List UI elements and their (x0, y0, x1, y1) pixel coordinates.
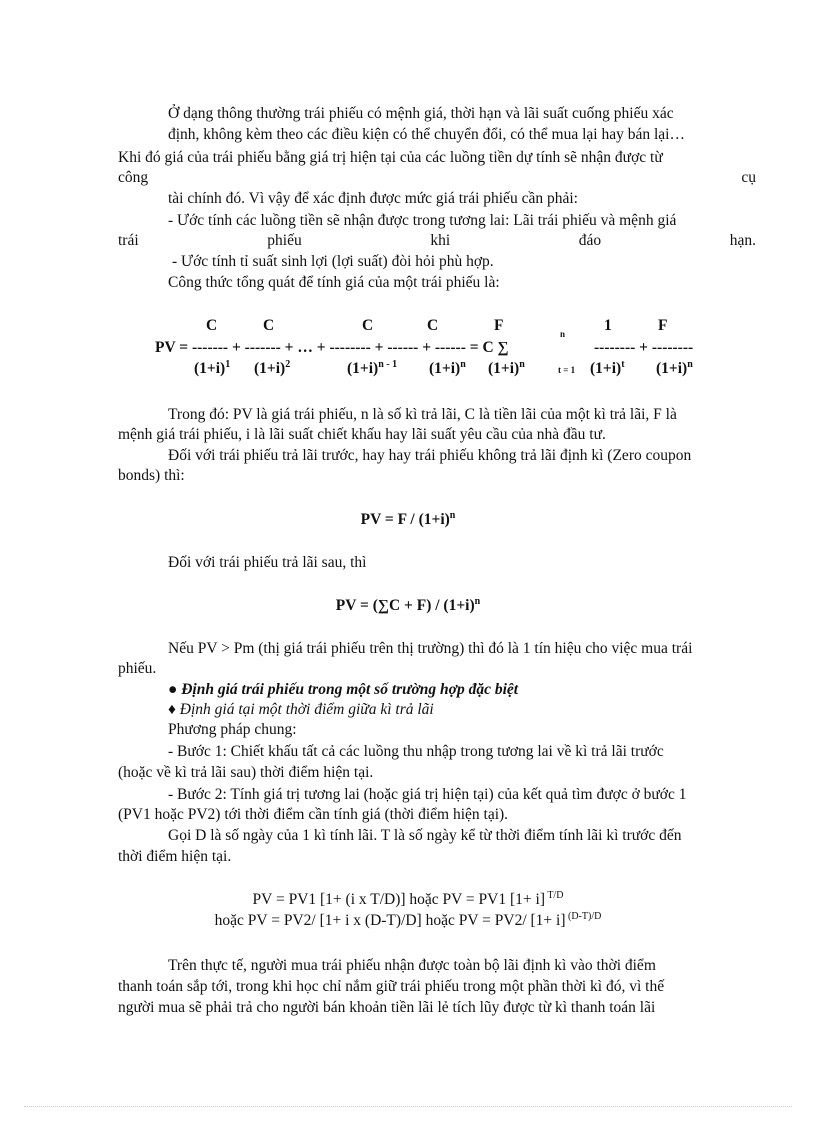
paragraph-line: (PV1 hoặc PV2) tới thời điểm cần tính giá (thời điểm hiện tại). (118, 806, 509, 823)
numerator: 1 (604, 317, 612, 334)
subsection-heading: ♦ Định giá tại một thời điểm giữa kì trả lãi (168, 701, 434, 718)
formula-mid-period-2: hoặc PV = PV2/ [1+ i x (D-T)/D] hoặc PV = PV2/ [1+ i] $^{(D-T)/D}$ (214, 910, 602, 929)
page-bottom-divider (24, 1106, 792, 1107)
paragraph-line: Nếu PV > Pm (thị giá trái phiếu trên thị trường) thì đó là 1 tín hiệu cho việc mua trái (168, 640, 693, 657)
paragraph-line: Đối với trái phiếu trả lãi sau, thì (168, 554, 367, 571)
word: khi (430, 232, 451, 249)
word: hạn. (729, 232, 756, 249)
paragraph-line: (hoặc về kì trả lãi sau) thời điểm hiện tại. (118, 764, 374, 781)
sum-lower-limit: t = 1 (558, 365, 576, 375)
formula-mid-period-1: PV = PV1 [1+ (i x T/D)] hoặc PV = PV1 [1+ i] $^{T/D}$ (252, 889, 564, 908)
denominator: $(1+i)^t$ (590, 358, 625, 377)
word: công (118, 169, 149, 186)
denominator: $(1+i)^n$ (656, 358, 693, 377)
denominator: $(1+i)^n$ (429, 358, 466, 377)
numerator: F (494, 317, 504, 334)
numerator: C (362, 317, 374, 334)
paragraph-line: Phương pháp chung: (168, 721, 297, 738)
paragraph-line: thời điểm hiện tại. (118, 848, 232, 865)
paragraph-line: Khi đó giá của trái phiếu bằng giá trị hiện tại của các luồng tiền dự tính sẽ nhận được từ (118, 149, 663, 166)
paragraph-line: Ở dạng thông thường trái phiếu có mệnh giá, thời hạn và lãi suất cuống phiếu xác (168, 105, 674, 122)
word: phiếu (267, 232, 302, 249)
paragraph-line (118, 231, 756, 251)
word: đáo (578, 232, 602, 249)
formula-line-tail: -------- + -------- (594, 339, 694, 356)
numerator: F (658, 317, 668, 334)
paragraph-line: bonds) thì: (118, 467, 185, 484)
word: trái (118, 232, 139, 249)
paragraph-line: - Bước 2: Tính giá trị tương lai (hoặc giá trị hiện tại) của kết quả tìm được ở bước 1 (168, 786, 687, 803)
paragraph-line: định, không kèm theo các điều kiện có thể chuyển đổi, có thể mua lại hay bán lại… (168, 126, 685, 143)
formula-line: PV = ------- + ------- + … + -------- + ------ + ------ = C ∑ (155, 339, 509, 356)
paragraph-line: Đối với trái phiếu trả lãi trước, hay hay trái phiếu không trả lãi định kì (Zero coupon (168, 447, 692, 464)
numerator: C (263, 317, 275, 334)
paragraph-line (118, 168, 756, 188)
paragraph-line: Trong đó: PV là giá trái phiếu, n là số kì trả lãi, C là tiền lãi của một kì trả lãi, F là (168, 406, 677, 423)
paragraph-line: - Bước 1: Chiết khấu tất cả các luồng thu nhập trong tương lai về kì trả lãi trước (168, 743, 664, 760)
sum-upper-limit: n (560, 329, 566, 339)
denominator: $(1+i)^1$ (194, 358, 231, 377)
paragraph-line: người mua sẽ phải trả cho người bán khoản tiền lãi lẻ tích lũy được từ kì thanh toán lãi (118, 999, 656, 1016)
formula-zero-coupon: PV = $F / (1+i)^n$ (360, 509, 456, 528)
paragraph-line: Gọi D là số ngày của 1 kì tính lãi. T là số ngày kể từ thời điểm tính lãi kì trước đến (168, 827, 682, 844)
paragraph-line: Công thức tổng quát để tính giá của một trái phiếu là: (168, 274, 500, 291)
formula-pay-after: PV = $(\sum C + F) / (1+i)^n$ (335, 595, 481, 614)
denominator: $(1+i)^{n - 1}$ (347, 358, 398, 377)
paragraph-line: thanh toán sắp tới, trong khi học chỉ nắm giữ trái phiếu trong một phần thời kì đó, vì thế (118, 978, 665, 995)
paragraph-line: - Ước tính tỉ suất sinh lợi (lợi suất) đòi hỏi phù hợp. (172, 253, 494, 270)
paragraph-line: Trên thực tế, người mua trái phiếu nhận được toàn bộ lãi định kì vào thời điểm (168, 957, 656, 974)
word: cụ (741, 169, 756, 186)
paragraph-line: tài chính đó. Vì vậy để xác định được mức giá trái phiếu cần phải: (168, 190, 578, 207)
section-heading: ● Định giá trái phiếu trong một số trường hợp đặc biệt (168, 681, 519, 698)
denominator: $(1+i)^2$ (254, 358, 291, 377)
paragraph-line: mệnh giá trái phiếu, i là lãi suất chiết khấu hay lãi suất yêu cầu của nhà đầu tư. (118, 426, 606, 443)
numerator: C (206, 317, 218, 334)
numerator: C (427, 317, 439, 334)
paragraph-line: - Ước tính các luồng tiền sẽ nhận được trong tương lai: Lãi trái phiếu và mệnh giá (168, 212, 677, 229)
paragraph-line: phiếu. (118, 660, 157, 677)
denominator: $(1+i)^n$ (488, 358, 525, 377)
